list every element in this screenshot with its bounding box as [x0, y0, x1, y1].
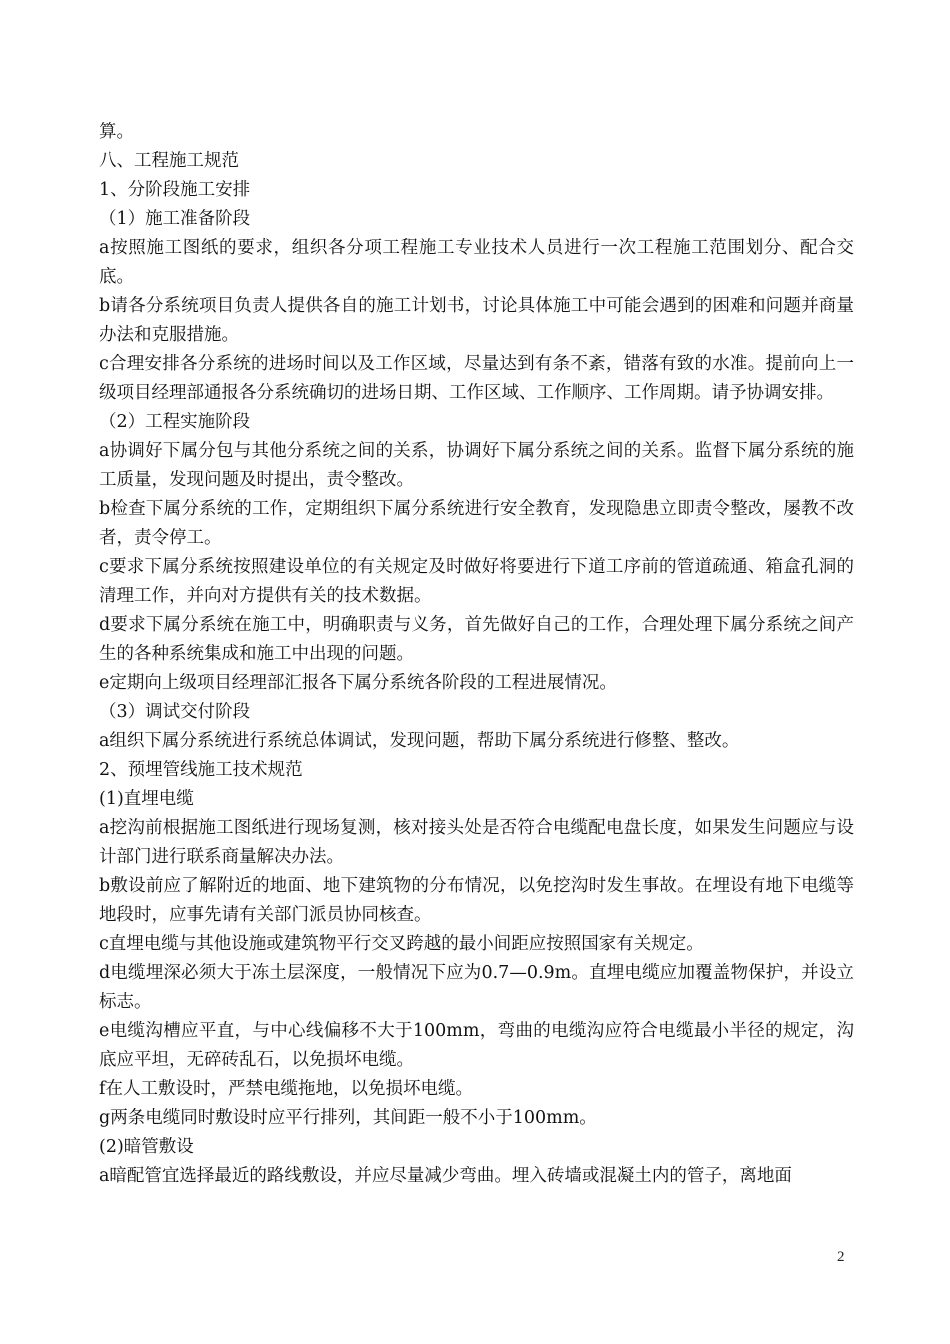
subsection-heading: 1、分阶段施工安排	[99, 180, 251, 200]
paragraph: b请各分系统项目负责人提供各自的施工计划书，讨论具体施工中可能会遇到的困难和问题并商量办法和克服措施。	[99, 296, 854, 345]
stage-heading: （3）调试交付阶段	[99, 702, 251, 722]
paragraph: c要求下属分系统按照建设单位的有关规定及时做好将要进行下道工序前的管道疏通、箱盒孔洞的清理工作，并向对方提供有关的技术数据。	[99, 557, 854, 606]
page-number: 2	[837, 1249, 845, 1265]
paragraph: c直埋电缆与其他设施或建筑物平行交叉跨越的最小间距应按照国家有关规定。	[99, 934, 704, 954]
paragraph: c合理安排各分系统的进场时间以及工作区域，尽量达到有条不紊，错落有致的水准。提前向上一级项目经理部通报各分系统确切的进场日期、工作区域、工作顺序、工作周期。请予协调安排。	[99, 354, 854, 403]
section-heading: 八、工程施工规范	[99, 151, 239, 171]
paragraph: a按照施工图纸的要求，组织各分项工程施工专业技术人员进行一次工程施工范围划分、配合交底。	[99, 238, 854, 287]
document-body	[99, 118, 854, 1191]
paragraph: b检查下属分系统的工作，定期组织下属分系统进行安全教育，发现隐患立即责令整改，屡教不改者，责令停工。	[99, 499, 854, 548]
paragraph: e定期向上级项目经理部汇报各下属分系统各阶段的工程进展情况。	[99, 673, 617, 693]
paragraph: d要求下属分系统在施工中，明确职责与义务，首先做好自己的工作，合理处理下属分系统之间产生的各种系统集成和施工中出现的问题。	[99, 615, 854, 664]
stage-heading: （2）工程实施阶段	[99, 412, 251, 432]
paragraph: d电缆埋深必须大于冻土层深度，一般情况下应为0.7—0.9m。直埋电缆应加覆盖物保护，并设立标志。	[99, 963, 854, 1012]
stage-heading: （1）施工准备阶段	[99, 209, 251, 229]
paragraph: a协调好下属分包与其他分系统之间的关系，协调好下属分系统之间的关系。监督下属分系统的施工质量，发现问题及时提出，责令整改。	[99, 441, 854, 490]
paragraph: a组织下属分系统进行系统总体调试，发现问题，帮助下属分系统进行修整、整改。	[99, 731, 740, 751]
paragraph: b敷设前应了解附近的地面、地下建筑物的分布情况，以免挖沟时发生事故。在埋设有地下电缆等地段时，应事先请有关部门派员协同核查。	[99, 876, 854, 925]
paragraph: f在人工敷设时，严禁电缆拖地，以免损坏电缆。	[99, 1079, 473, 1099]
item-heading: (1)直埋电缆	[99, 789, 194, 809]
paragraph: a挖沟前根据施工图纸进行现场复测，核对接头处是否符合电缆配电盘长度，如果发生问题应与设计部门进行联系商量解决办法。	[99, 818, 854, 867]
item-heading: (2)暗管敷设	[99, 1137, 194, 1157]
paragraph: g两条电缆同时敷设时应平行排列，其间距一般不小于100mm。	[99, 1108, 597, 1128]
paragraph: e电缆沟槽应平直，与中心线偏移不大于100mm，弯曲的电缆沟应符合电缆最小半径的规定，沟底应平坦，无碎砖乱石，以免损坏电缆。	[99, 1021, 854, 1070]
subsection-heading: 2、预埋管线施工技术规范	[99, 760, 303, 780]
paragraph: 算。	[99, 122, 134, 142]
paragraph: a暗配管宜选择最近的路线敷设，并应尽量减少弯曲。埋入砖墙或混凝土内的管子，离地面	[99, 1166, 792, 1186]
